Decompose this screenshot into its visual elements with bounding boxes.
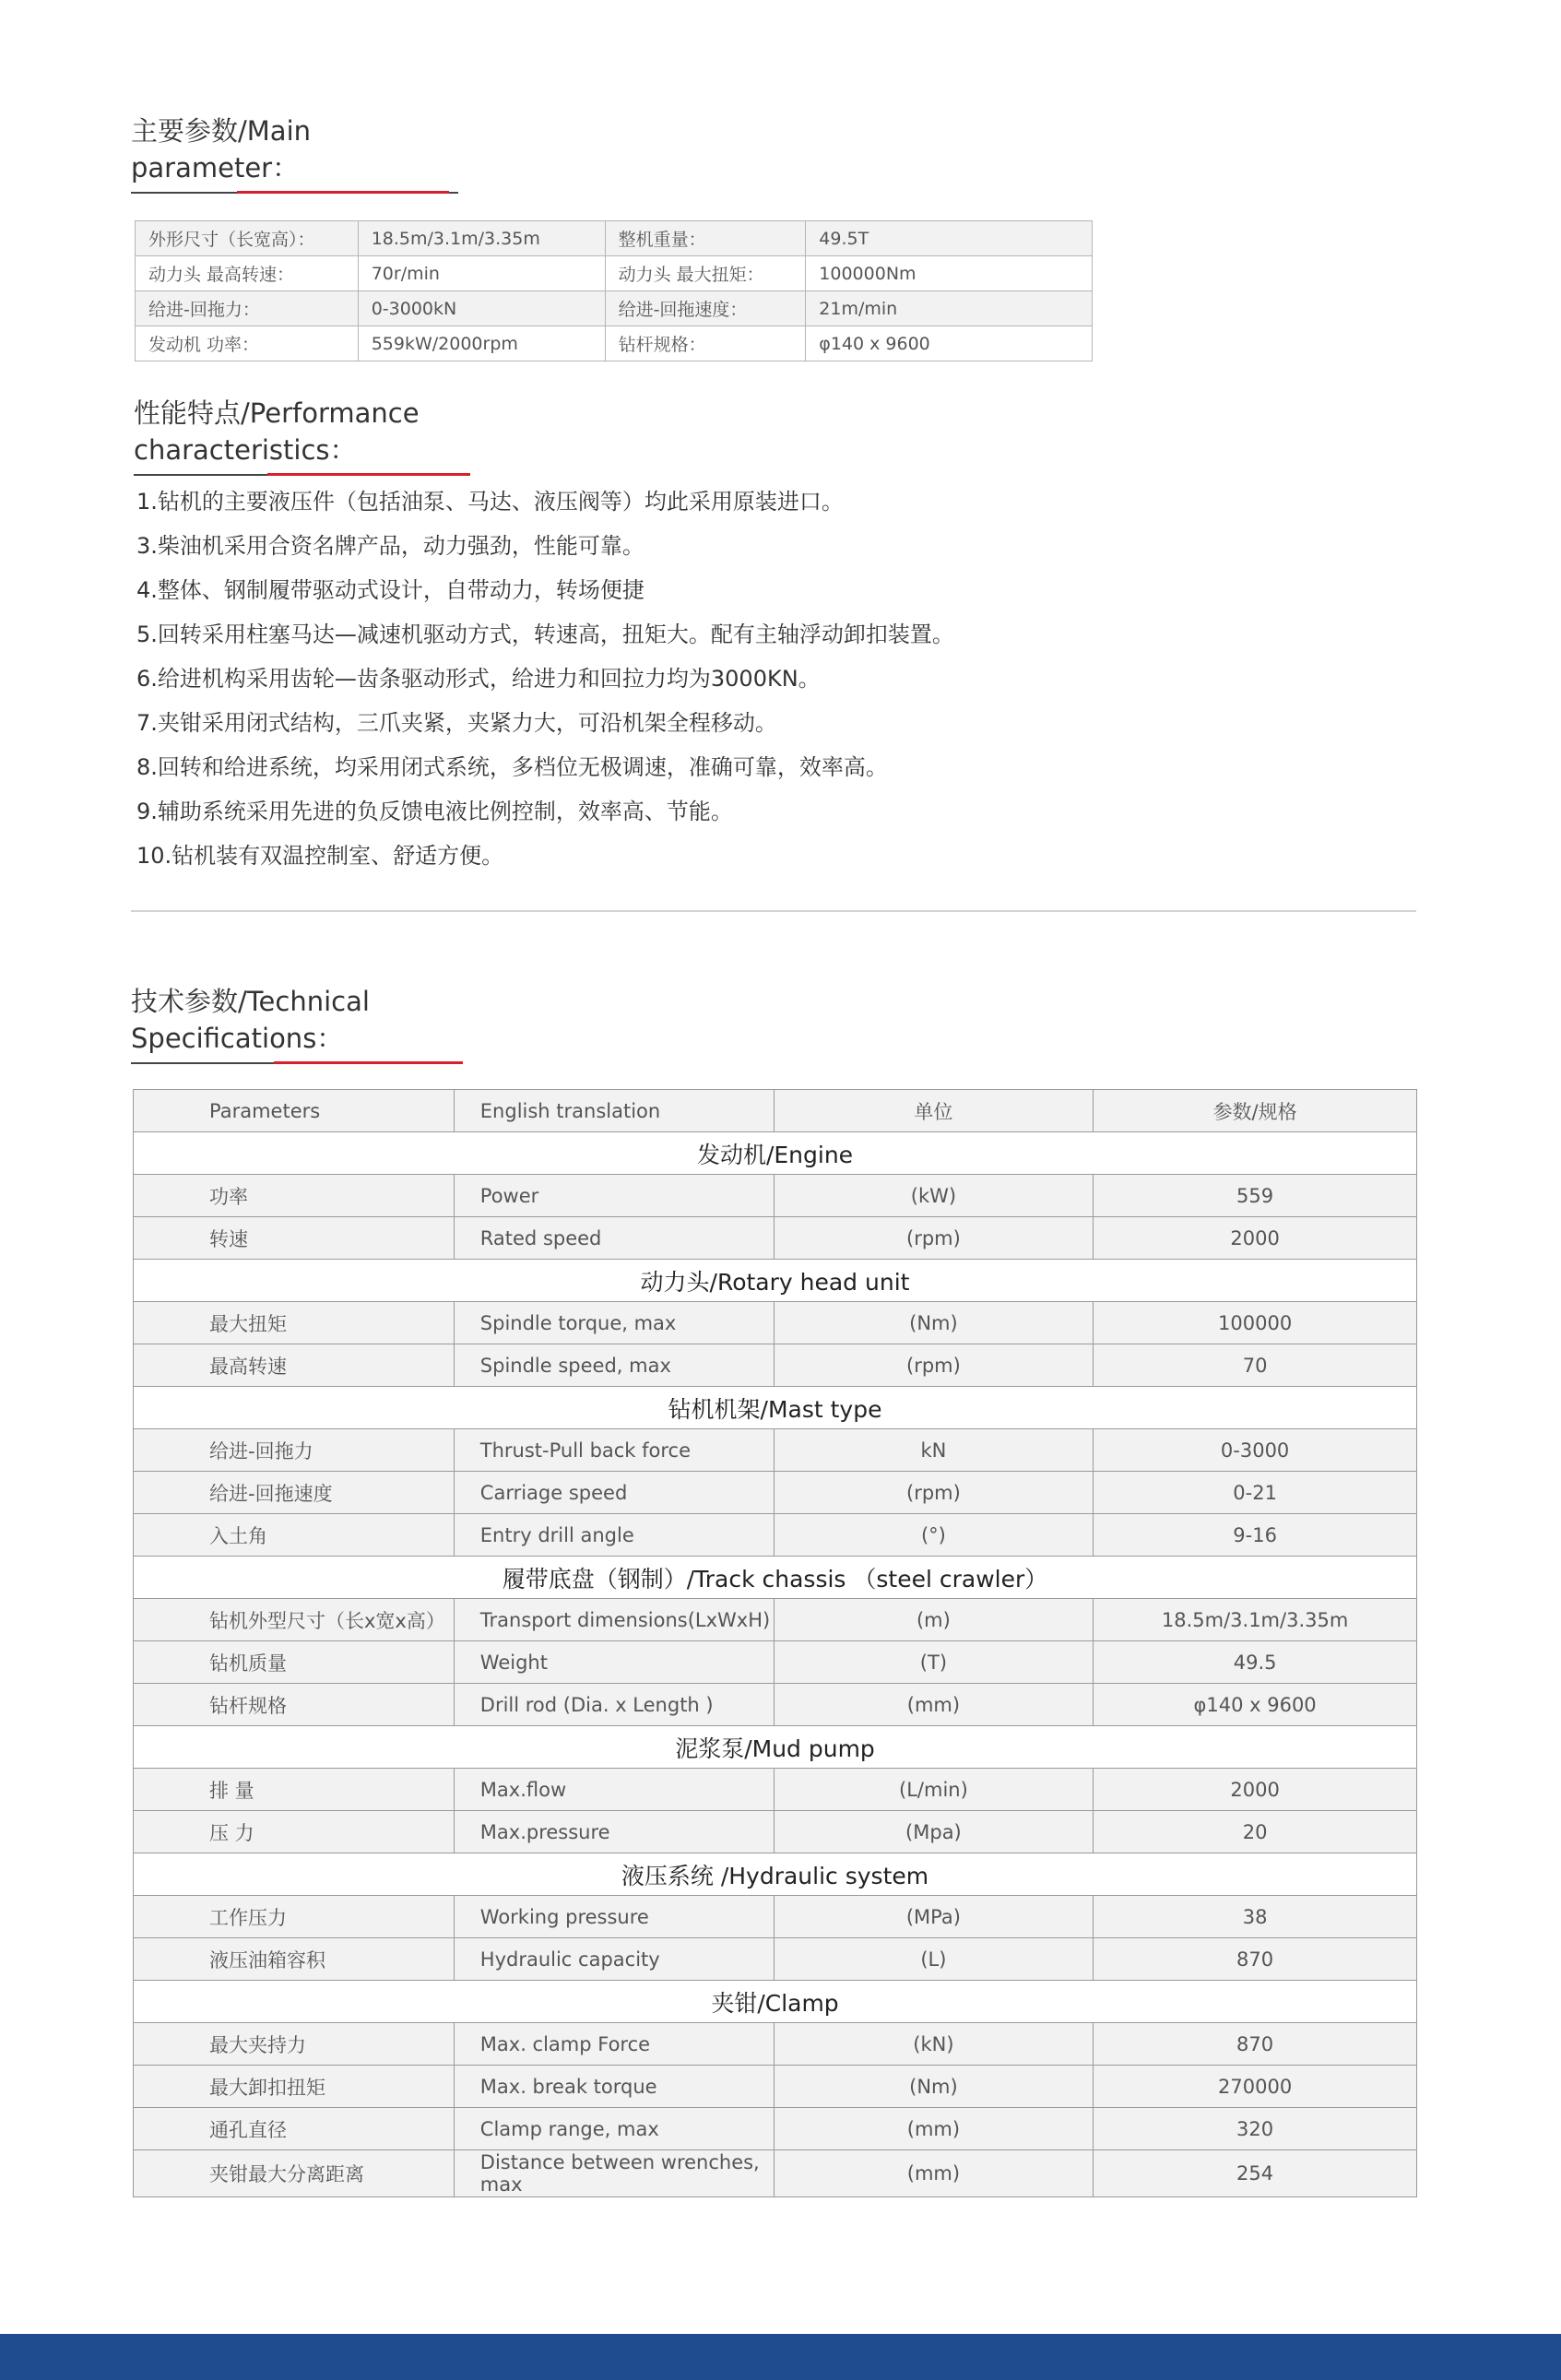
column-header: 单位 <box>774 1090 1094 1132</box>
unit-cell: (kW) <box>774 1175 1094 1217</box>
param-label: 给进-回拖速度： <box>605 291 806 326</box>
param-value: φ140 x 9600 <box>806 326 1093 361</box>
english-translation-cell: Working pressure <box>454 1896 774 1938</box>
table-row <box>134 2066 1417 2108</box>
unit-cell: (Mpa) <box>774 1811 1094 1853</box>
technical-specifications-table <box>133 1089 1417 2197</box>
parameter-cell: 钻杆规格 <box>134 1684 455 1726</box>
english-translation-cell: Carriage speed <box>454 1472 774 1514</box>
parameter-cell: 给进-回拖力 <box>134 1429 455 1472</box>
unit-cell: (mm) <box>774 1684 1094 1726</box>
unit-cell: (T) <box>774 1641 1094 1684</box>
list-item: 3.柴油机采用合资名牌产品，动力强劲，性能可靠。 <box>136 533 645 559</box>
section-divider <box>131 910 1416 912</box>
table-row <box>134 1175 1417 1217</box>
param-value: 559kW/2000rpm <box>358 326 605 361</box>
title-accent-underline <box>274 1061 463 1064</box>
group-title: 动力头/Rotary head unit <box>134 1260 1417 1302</box>
value-cell: 2000 <box>1094 1217 1417 1260</box>
value-cell: 254 <box>1094 2150 1417 2197</box>
unit-cell: (mm) <box>774 2150 1094 2197</box>
english-translation-cell: Hydraulic capacity <box>454 1938 774 1981</box>
unit-cell: (rpm) <box>774 1472 1094 1514</box>
param-value: 21m/min <box>806 291 1093 326</box>
table-row <box>136 221 1093 256</box>
table-row <box>136 326 1093 361</box>
english-translation-cell: Clamp range, max <box>454 2108 774 2150</box>
unit-cell: (Nm) <box>774 1302 1094 1344</box>
parameter-cell: 夹钳最大分离距离 <box>134 2150 455 2197</box>
main-parameter-table <box>135 220 1093 361</box>
group-header-row <box>134 1557 1417 1599</box>
parameter-cell: 最大卸扣扭矩 <box>134 2066 455 2108</box>
english-translation-cell: Spindle speed, max <box>454 1344 774 1387</box>
parameter-cell: 最高转速 <box>134 1344 455 1387</box>
parameter-cell: 压 力 <box>134 1811 455 1853</box>
param-value: 100000Nm <box>806 256 1093 291</box>
unit-cell: (m) <box>774 1599 1094 1641</box>
value-cell: 49.5 <box>1094 1641 1417 1684</box>
table-row <box>134 1896 1417 1938</box>
value-cell: 559 <box>1094 1175 1417 1217</box>
parameter-cell: 给进-回拖速度 <box>134 1472 455 1514</box>
list-item: 6.给进机构采用齿轮—齿条驱动形式，给进力和回拉力均为3000KN。 <box>136 666 821 692</box>
column-header: 参数/规格 <box>1094 1090 1417 1132</box>
value-cell: 870 <box>1094 2023 1417 2066</box>
group-header-row <box>134 1726 1417 1769</box>
param-value: 18.5m/3.1m/3.35m <box>358 221 605 256</box>
unit-cell: (rpm) <box>774 1217 1094 1260</box>
group-header-row <box>134 1981 1417 2023</box>
english-translation-cell: Power <box>454 1175 774 1217</box>
group-title: 履带底盘（钢制）/Track chassis （steel crawler） <box>134 1557 1417 1599</box>
group-header-row <box>134 1387 1417 1429</box>
list-item: 10.钻机装有双温控制室、舒适方便。 <box>136 843 504 869</box>
group-title: 液压系统 /Hydraulic system <box>134 1853 1417 1896</box>
list-item: 7.夹钳采用闭式结构，三爪夹紧，夹紧力大，可沿机架全程移动。 <box>136 710 777 736</box>
param-label: 外形尺寸（长宽高）： <box>136 221 359 256</box>
list-item: 5.回转采用柱塞马达—减速机驱动方式，转速高，扭矩大。配有主轴浮动卸扣装置。 <box>136 622 954 647</box>
param-label: 动力头 最高转速： <box>136 256 359 291</box>
param-value: 70r/min <box>358 256 605 291</box>
group-header-row <box>134 1132 1417 1175</box>
table-row <box>134 2150 1417 2197</box>
value-cell: φ140 x 9600 <box>1094 1684 1417 1726</box>
parameter-cell: 功率 <box>134 1175 455 1217</box>
value-cell: 0-21 <box>1094 1472 1417 1514</box>
column-header: Parameters <box>134 1090 455 1132</box>
column-header: English translation <box>454 1090 774 1132</box>
table-row <box>134 1302 1417 1344</box>
value-cell: 70 <box>1094 1344 1417 1387</box>
table-row <box>134 1514 1417 1557</box>
table-row <box>134 1769 1417 1811</box>
unit-cell: (L) <box>774 1938 1094 1981</box>
group-header-row <box>134 1853 1417 1896</box>
english-translation-cell: Distance between wrenches, max <box>454 2150 774 2197</box>
value-cell: 100000 <box>1094 1302 1417 1344</box>
title-accent-underline <box>267 473 470 476</box>
parameter-cell: 入土角 <box>134 1514 455 1557</box>
english-translation-cell: Max.flow <box>454 1769 774 1811</box>
value-cell: 9-16 <box>1094 1514 1417 1557</box>
value-cell: 870 <box>1094 1938 1417 1981</box>
list-item: 4.整体、钢制履带驱动式设计，自带动力，转场便捷 <box>136 577 645 603</box>
performance-list <box>136 481 954 880</box>
title-accent-underline <box>237 191 449 194</box>
table-row <box>134 1641 1417 1684</box>
english-translation-cell: Rated speed <box>454 1217 774 1260</box>
unit-cell: (MPa) <box>774 1896 1094 1938</box>
parameter-cell: 最大夹持力 <box>134 2023 455 2066</box>
unit-cell: (mm) <box>774 2108 1094 2150</box>
parameter-cell: 通孔直径 <box>134 2108 455 2150</box>
table-row <box>134 2023 1417 2066</box>
table-row <box>134 1472 1417 1514</box>
table-header-row <box>134 1090 1417 1132</box>
unit-cell: (kN) <box>774 2023 1094 2066</box>
table-row <box>136 256 1093 291</box>
list-item: 8.回转和给进系统，均采用闭式系统，多档位无极调速，准确可靠，效率高。 <box>136 754 888 780</box>
table-row <box>134 2108 1417 2150</box>
english-translation-cell: Transport dimensions(LxWxH) <box>454 1599 774 1641</box>
table-row <box>134 1217 1417 1260</box>
parameter-cell: 排 量 <box>134 1769 455 1811</box>
group-title: 夹钳/Clamp <box>134 1981 1417 2023</box>
value-cell: 18.5m/3.1m/3.35m <box>1094 1599 1417 1641</box>
table-row <box>134 1429 1417 1472</box>
value-cell: 320 <box>1094 2108 1417 2150</box>
english-translation-cell: Entry drill angle <box>454 1514 774 1557</box>
english-translation-cell: Spindle torque, max <box>454 1302 774 1344</box>
english-translation-cell: Max.pressure <box>454 1811 774 1853</box>
parameter-cell: 转速 <box>134 1217 455 1260</box>
param-value: 49.5T <box>806 221 1093 256</box>
english-translation-cell: Drill rod (Dia. x Length ) <box>454 1684 774 1726</box>
unit-cell: (L/min) <box>774 1769 1094 1811</box>
param-label: 钻杆规格： <box>605 326 806 361</box>
value-cell: 20 <box>1094 1811 1417 1853</box>
list-item: 9.辅助系统采用先进的负反馈电液比例控制，效率高、节能。 <box>136 799 733 824</box>
parameter-cell: 最大扭矩 <box>134 1302 455 1344</box>
english-translation-cell: Max. break torque <box>454 2066 774 2108</box>
param-label: 动力头 最大扭矩： <box>605 256 806 291</box>
parameter-cell: 钻机质量 <box>134 1641 455 1684</box>
unit-cell: (°) <box>774 1514 1094 1557</box>
table-row <box>134 1344 1417 1387</box>
param-value: 0-3000kN <box>358 291 605 326</box>
value-cell: 0-3000 <box>1094 1429 1417 1472</box>
footer-bar <box>0 2334 1561 2380</box>
technical-specifications-title: 技术参数/Technical Specifications： <box>131 983 463 1064</box>
value-cell: 38 <box>1094 1896 1417 1938</box>
english-translation-cell: Thrust-Pull back force <box>454 1429 774 1472</box>
table-row <box>136 291 1093 326</box>
param-label: 发动机 功率： <box>136 326 359 361</box>
unit-cell: (rpm) <box>774 1344 1094 1387</box>
group-header-row <box>134 1260 1417 1302</box>
table-row <box>134 1938 1417 1981</box>
table-row <box>134 1599 1417 1641</box>
param-label: 整机重量： <box>605 221 806 256</box>
group-title: 发动机/Engine <box>134 1132 1417 1175</box>
table-row <box>134 1684 1417 1726</box>
parameter-cell: 钻机外型尺寸（长x宽x高） <box>134 1599 455 1641</box>
english-translation-cell: Max. clamp Force <box>454 2023 774 2066</box>
unit-cell: kN <box>774 1429 1094 1472</box>
unit-cell: (Nm) <box>774 2066 1094 2108</box>
param-label: 给进-回拖力： <box>136 291 359 326</box>
performance-title: 性能特点/Performance characteristics： <box>134 395 466 476</box>
value-cell: 270000 <box>1094 2066 1417 2108</box>
group-title: 泥浆泵/Mud pump <box>134 1726 1417 1769</box>
parameter-cell: 液压油箱容积 <box>134 1938 455 1981</box>
value-cell: 2000 <box>1094 1769 1417 1811</box>
parameter-cell: 工作压力 <box>134 1896 455 1938</box>
english-translation-cell: Weight <box>454 1641 774 1684</box>
group-title: 钻机机架/Mast type <box>134 1387 1417 1429</box>
list-item: 1.钻机的主要液压件（包括油泵、马达、液压阀等）均此采用原装进口。 <box>136 489 844 515</box>
main-parameter-title: 主要参数/Main parameter： <box>131 112 458 194</box>
table-row <box>134 1811 1417 1853</box>
